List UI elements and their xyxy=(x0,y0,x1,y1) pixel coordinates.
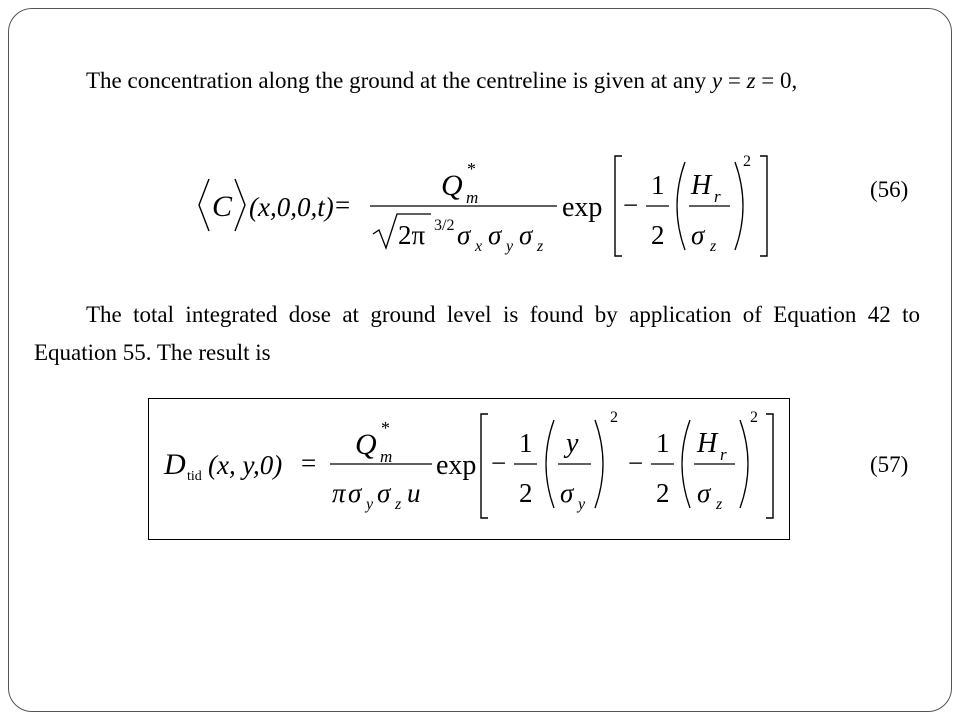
paragraph-intro xyxy=(34,62,920,100)
eq57-minus-2: − xyxy=(628,448,644,478)
angle-bracket-right xyxy=(235,179,245,231)
eq57-square-2: 2 xyxy=(750,409,758,426)
eq57-two-1: 2 xyxy=(519,478,533,508)
paragraph-intro-text: The concentration along the ground at the centreline is given at any xyxy=(86,68,712,93)
eq57-H: H xyxy=(697,428,718,459)
equation-number-56: (56) xyxy=(870,177,909,202)
eq56-Q-sub: m xyxy=(466,188,479,207)
eq56-square: 2 xyxy=(743,153,751,170)
eq57-sigma-y: σ xyxy=(348,478,362,508)
eq56-sigma-z2: σ xyxy=(691,220,705,250)
eq56-sub-z: z xyxy=(537,238,544,255)
eq56-bracket-left xyxy=(615,156,622,256)
eq56-paren-right xyxy=(735,162,743,250)
equation-57 xyxy=(158,410,788,530)
equals-text: = xyxy=(722,68,747,93)
eq56-lhs-args: (x,0,0,t) xyxy=(249,192,334,222)
eq56-equals: = xyxy=(335,190,351,220)
eq57-two-2: 2 xyxy=(656,478,670,508)
eq56-paren-left xyxy=(677,162,685,250)
eq57-H-sub: r xyxy=(720,445,727,464)
eq57-sigma-y2: σ xyxy=(560,478,574,508)
eq57-pi: π xyxy=(332,478,346,508)
eq57-Q: Q xyxy=(355,428,377,461)
eq57-square-1: 2 xyxy=(610,409,618,426)
eq56-sigma-z: σ xyxy=(519,220,533,250)
equation-57-svg xyxy=(158,410,788,530)
eq56-sigma-y: σ xyxy=(488,220,502,250)
eq57-one-1: 1 xyxy=(519,428,533,458)
eq56-Q: Q xyxy=(441,169,463,202)
angle-bracket-left xyxy=(199,179,209,231)
eq56-sigma-x: σ xyxy=(457,220,471,250)
eq57-D: D xyxy=(164,448,186,481)
eq57-paren-right-1 xyxy=(595,420,603,508)
eq56-sqrt-arg: 2π xyxy=(398,220,426,250)
eq56-H-sub: r xyxy=(714,187,721,206)
eq57-sub-z: z xyxy=(395,496,402,513)
eq57-equals: = xyxy=(301,448,317,478)
eq57-paren-right-2 xyxy=(740,420,748,508)
eq57-u: u xyxy=(407,478,421,508)
eq57-sigma-z2: σ xyxy=(697,478,711,508)
eq57-bracket-left xyxy=(481,414,488,518)
equation-56 xyxy=(195,150,785,265)
eq57-sub-z2: z xyxy=(716,496,723,513)
eq56-bracket-right xyxy=(760,156,767,256)
eq57-sigma-z: σ xyxy=(377,478,391,508)
eq56-H: H xyxy=(691,170,712,201)
var-z: z xyxy=(746,68,756,93)
zero-text: = 0, xyxy=(755,68,798,93)
eq56-one: 1 xyxy=(651,170,665,200)
var-y: y xyxy=(711,68,723,93)
eq57-y-num: y xyxy=(566,428,579,459)
eq57-sub-y: y xyxy=(366,496,374,513)
eq57-paren-left-1 xyxy=(546,420,554,508)
eq57-D-sub: tid xyxy=(187,469,202,484)
eq57-minus-1: − xyxy=(491,448,507,478)
eq57-paren-left-2 xyxy=(682,420,690,508)
eq57-bracket-right xyxy=(766,414,773,518)
equation-number-57: (57) xyxy=(870,452,909,477)
eq56-exp: exp xyxy=(562,192,603,223)
eq57-exp: exp xyxy=(436,450,477,481)
eq57-lhs-args: (x, y,0) xyxy=(208,450,283,480)
eq57-Q-sup: * xyxy=(381,418,390,438)
eq57-one-2: 1 xyxy=(656,428,670,458)
eq56-Q-sup: * xyxy=(467,159,476,179)
eq56-minus: − xyxy=(623,190,639,220)
paragraph-dose: The total integrated dose at ground level is found by application of Equation 42 to Equation 55. The result is xyxy=(34,302,920,365)
equation-56-svg xyxy=(195,150,785,265)
eq56-sub-x: x xyxy=(475,238,483,255)
eq57-Q-sub: m xyxy=(380,447,393,466)
eq57-sub-y2: y xyxy=(578,496,586,513)
eq56-sub-z2: z xyxy=(710,238,717,255)
eq56-sub-y: y xyxy=(506,238,514,255)
eq56-two: 2 xyxy=(651,220,665,250)
eq56-C: C xyxy=(212,190,233,223)
eq56-pi-exp: 3/2 xyxy=(434,217,455,234)
